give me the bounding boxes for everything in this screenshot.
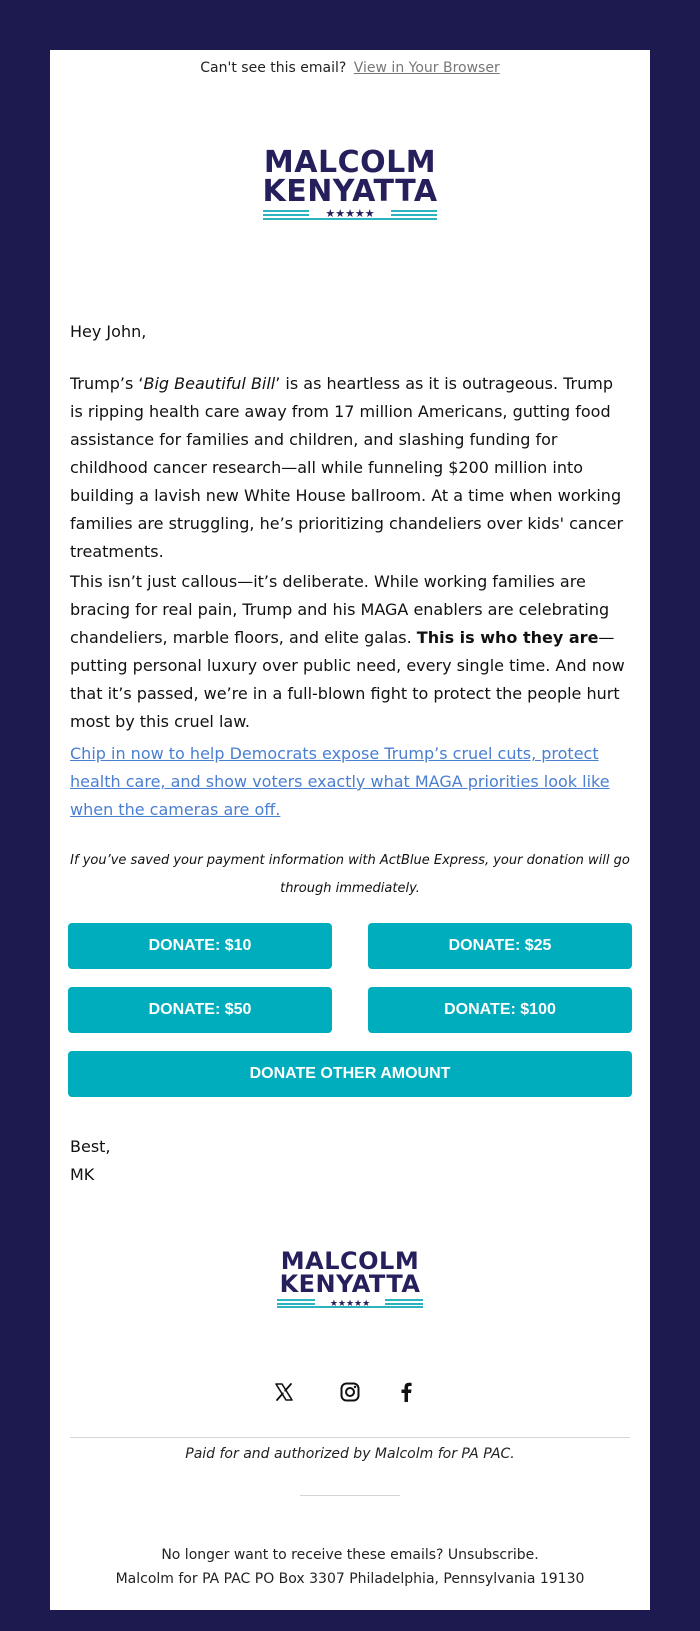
actblue-fineprint: If you’ve saved your payment information with ActBlue Express, your donation will go through immediately.: [70, 853, 630, 896]
instagram-icon[interactable]: [338, 1380, 362, 1404]
facebook-icon[interactable]: [394, 1380, 418, 1404]
email-card: [50, 50, 650, 1610]
signoff-line1: Best,: [70, 1137, 111, 1156]
view-in-browser-link[interactable]: View in Your Browser: [353, 60, 500, 76]
p2-part-a: This isn’t just callous—it’s deliberate. While working families are bracing for real pain, Trump and his MAGA enablers are celebrating chandeliers, marble floors, and elite galas.: [70, 572, 610, 647]
logo-line2: KENYATTA: [262, 174, 438, 209]
p1-part-a: Trump’s ‘: [70, 374, 144, 393]
paragraph-1: [70, 370, 630, 566]
footer-logo-line1: MALCOLM: [280, 1247, 420, 1275]
view-in-browser-bar: [50, 60, 650, 76]
logo-stars-stripes: [263, 208, 437, 220]
donate-100-button[interactable]: DONATE: $100: [368, 987, 632, 1033]
donate-other-button[interactable]: DONATE OTHER AMOUNT: [68, 1051, 632, 1097]
svg-text:★★★★★: ★★★★★: [325, 208, 375, 220]
p2-part-b: —putting personal luxury over public need, every single time. And now that it’s passed, we’re in a full-blown fight to protect the people hurt most by this cruel law.: [70, 628, 625, 731]
short-divider: [300, 1495, 400, 1496]
signoff-line2: MK: [70, 1165, 95, 1184]
donate-10-button[interactable]: DONATE: $10: [68, 923, 332, 969]
mailing-address: Malcolm for PA PAC PO Box 3307 Philadelphia, Pennsylvania 19130: [115, 1571, 585, 1587]
greeting: Hey John,: [70, 322, 147, 341]
donate-25-button[interactable]: DONATE: $25: [368, 923, 632, 969]
donate-50-button[interactable]: DONATE: $50: [68, 987, 332, 1033]
svg-text:★★★★★: ★★★★★: [329, 1299, 371, 1308]
bill-name: Big Beautiful Bill: [143, 374, 276, 393]
unsubscribe-text[interactable]: No longer want to receive these emails? Unsubscribe.: [161, 1547, 539, 1563]
x-icon[interactable]: [272, 1380, 296, 1404]
footer-logo-stars-stripes: [277, 1298, 423, 1308]
chip-in-link[interactable]: Chip in now to help Democrats expose Trump’s cruel cuts, protect health care, and show voters exactly what MAGA priorities look like when the cameras are off.: [70, 744, 610, 819]
cant-see-text: Can't see this email?: [200, 60, 347, 76]
footer-divider: [70, 1437, 630, 1438]
p1-part-b: ’ is as heartless as it is outrageous. Trump is ripping health care away from 17 million Americans, gutting food assistance for families and children, and slashing funding for childhood cancer research—all while funneling $200 million into building a lavish new White House ballroom. At a time when working families are struggling, he’s prioritizing chandeliers over kids' cancer treatments.: [70, 374, 624, 561]
footer-logo: [272, 1247, 428, 1308]
paragraph-2: [70, 568, 630, 736]
footer-logo-line2: KENYATTA: [279, 1270, 421, 1298]
cta-paragraph: [70, 740, 630, 824]
paid-for-disclaimer: Paid for and authorized by Malcolm for PA PAC.: [185, 1446, 515, 1462]
signoff: [70, 1133, 630, 1189]
header-logo: [250, 145, 450, 220]
logo-line1: MALCOLM: [263, 145, 437, 180]
p2-bold: This is who they are: [416, 628, 599, 647]
